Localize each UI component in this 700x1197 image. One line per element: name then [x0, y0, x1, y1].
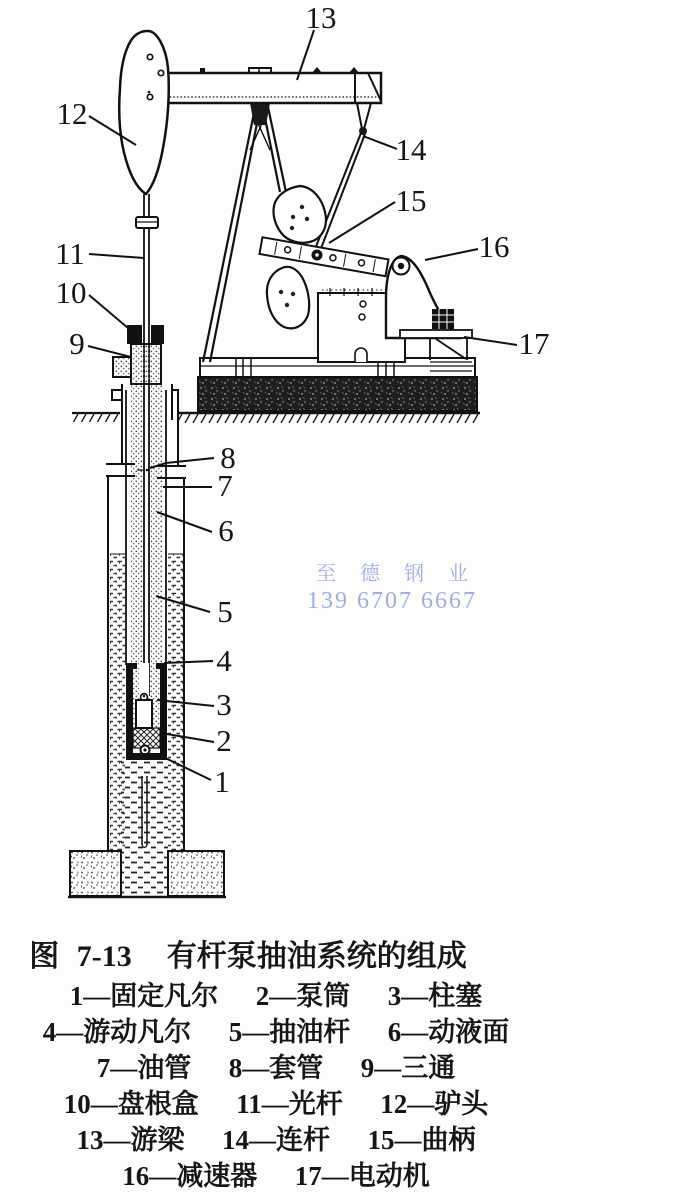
part-label-1: 1 [214, 764, 230, 799]
part-label-11: 11 [55, 236, 85, 271]
part-label-7: 7 [217, 468, 233, 503]
leader-line-16 [425, 249, 478, 260]
part-label-15: 15 [395, 183, 427, 218]
well-bottom [68, 761, 226, 897]
figure-caption [0, 931, 552, 1194]
part-label-3: 3 [216, 687, 232, 722]
part-label-10: 10 [55, 275, 87, 310]
caption-line-1: 1—固定凡尔 2—泵筒 3—柱塞 [69, 981, 483, 1011]
caption-line-3: 7—油管 8—套管 9—三通 [96, 1053, 456, 1083]
plunger [136, 700, 152, 728]
part-label-8: 8 [220, 440, 236, 475]
part-label-17: 17 [518, 326, 550, 361]
horsehead [119, 31, 169, 194]
part-label-4: 4 [216, 643, 232, 678]
part-label-6: 6 [218, 513, 234, 548]
caption-line-6: 16—减速器 17—电动机 [122, 1161, 430, 1191]
leader-line-17 [464, 337, 517, 345]
part-label-5: 5 [217, 594, 233, 629]
part-label-12: 12 [56, 96, 88, 131]
foundation [198, 377, 477, 411]
pump-assembly [126, 663, 167, 760]
watermark-company: 至德钢业 [316, 563, 492, 585]
part-label-16: 16 [478, 229, 510, 264]
caption-line-4: 10—盘根盒 11—光杆 12—驴头 [63, 1089, 489, 1119]
leader-line-9 [88, 346, 131, 357]
caption-line-2: 4—游动凡尔 5—抽油杆 6—动液面 [42, 1017, 510, 1047]
watermark [292, 563, 492, 614]
pump-barrel [126, 663, 133, 757]
samson-post [203, 107, 286, 362]
stuffing-box [127, 325, 164, 344]
electric-motor [432, 309, 454, 329]
casing-head [112, 384, 178, 466]
leader-line-11 [89, 254, 144, 258]
watermark-phone: 139 6707 6667 [307, 588, 477, 614]
part-label-9: 9 [69, 326, 85, 361]
leader-line-15 [329, 202, 395, 243]
leader-line-14 [363, 136, 397, 149]
caption-line-5: 13—游梁 14—连杆 15—曲柄 [76, 1125, 476, 1155]
figure-title: 图 7-13 有杆泵抽油系统的组成 [29, 940, 467, 973]
leader-line-10 [89, 295, 128, 328]
part-label-13: 13 [305, 0, 337, 35]
tee-joint [113, 344, 161, 384]
walking-beam [165, 67, 381, 103]
part-label-14: 14 [395, 132, 427, 167]
part-label-2: 2 [216, 723, 232, 758]
